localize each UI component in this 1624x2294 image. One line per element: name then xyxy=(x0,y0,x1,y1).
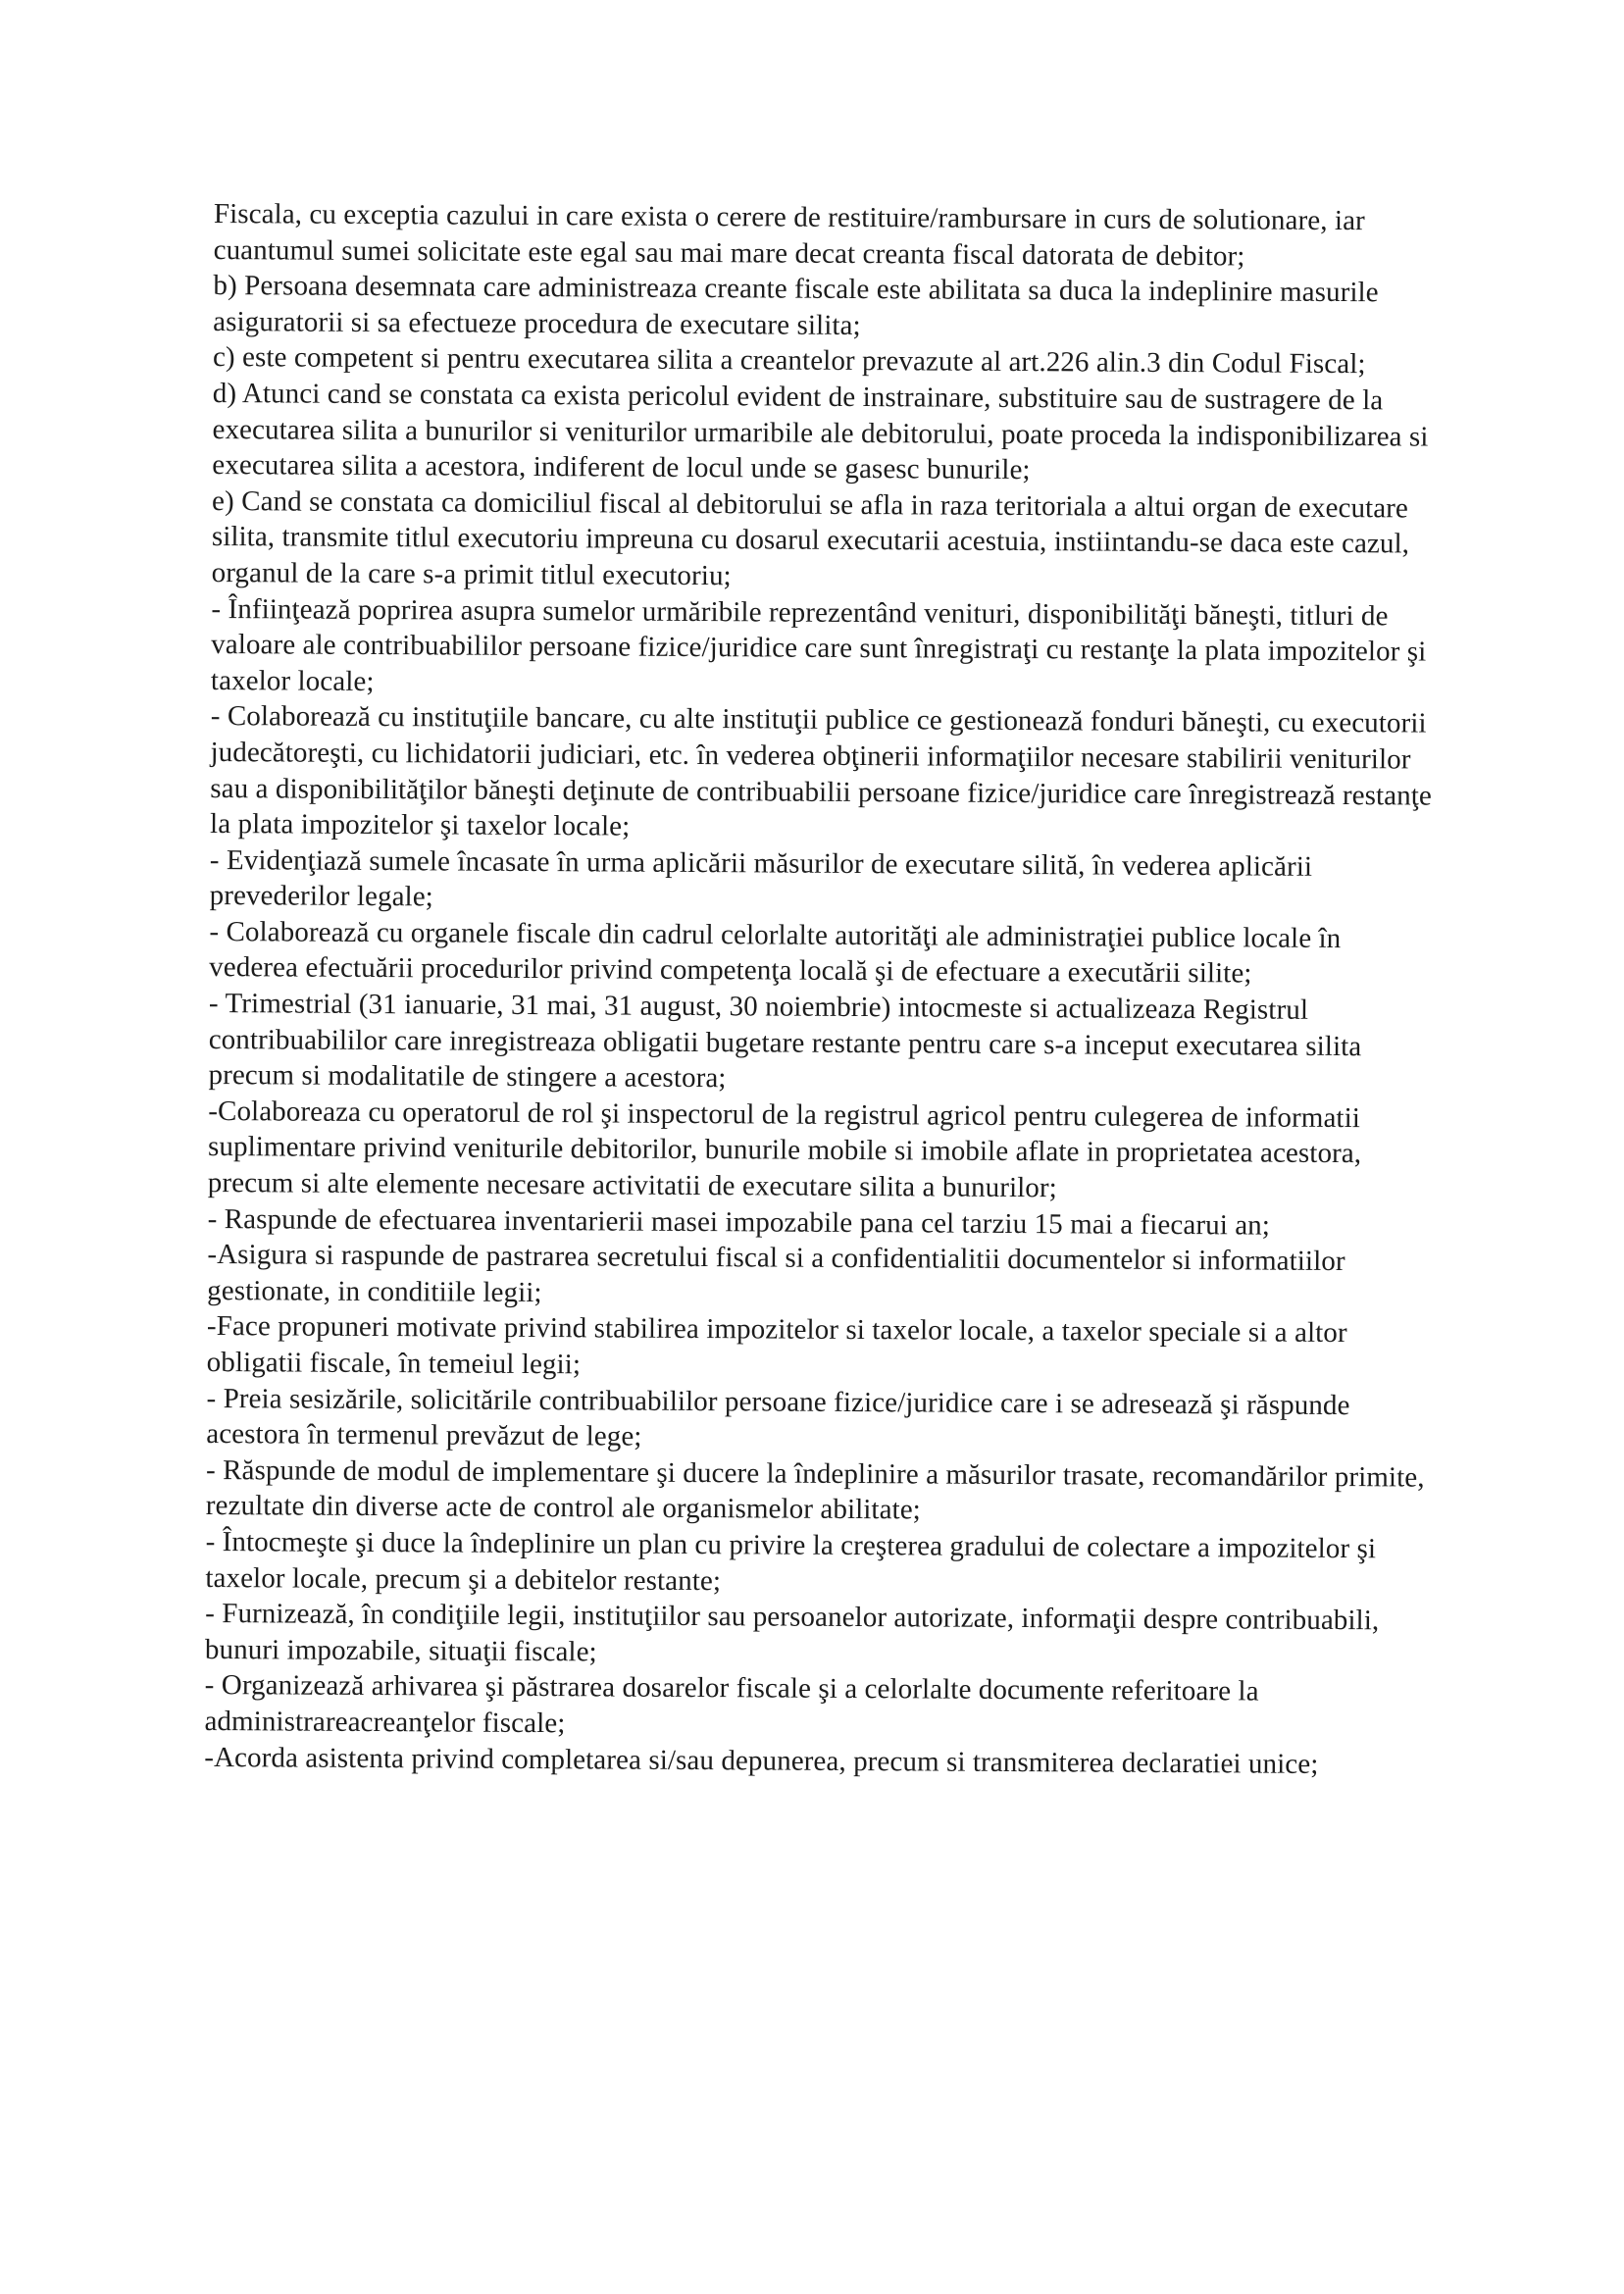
paragraph-evidentiaza-sume: - Evidenţiază sumele încasate în urma aplicării măsurilor de executare silită, în vederea aplicării prevederilor legale; xyxy=(209,843,1313,913)
paragraph-colaboreaza-organe-fiscale: - Colaborează cu organele fiscale din cadrul celorlalte autorităţi ale administraţiei publice locale în vederea efectuării procedurilor privind competenţa locală şi de efectuare a executării silite; xyxy=(209,915,1342,990)
paragraph-trimestrial-registru: - Trimestrial (31 ianuarie, 31 mai, 31 august, 30 noiembrie) intocmeste si actualizeaza Registrul contribuabililor care inregistreaza obligatii bugetare restante pentru care s-a inceput executarea silita precum si modalitatile de stingere a acestora; xyxy=(208,988,1362,1095)
document-body xyxy=(204,196,1440,1783)
paragraph-furnizeaza-informatii: - Furnizează, în condiţiile legii, instituţiilor sau persoanelor autorizate, informaţii despre contribuabili, bunuri impozabile, situaţii fiscale; xyxy=(204,1598,1380,1668)
paragraph-raspunde-inventariere: - Raspunde de efectuarea inventarierii masei impozabile pana cel tarziu 15 mai a fiecarui an; xyxy=(207,1202,1271,1242)
paragraph-raspunde-implementare: - Răspunde de modul de implementare şi ducere la îndeplinire a măsurilor trasate, recomandărilor primite, rezultate din diverse acte de control ale organismelor abilitate; xyxy=(205,1453,1425,1526)
paragraph-asigura-secret-fiscal: -Asigura si raspunde de pastrarea secretului fiscal si a confidentialitii documentelor si informatiilor gestionate, in conditiile legii; xyxy=(207,1239,1345,1308)
paragraph-colaboreaza-institutii-bancare: - Colaborează cu instituţiile bancare, cu alte instituţii publice ce gestionează fonduri băneşti, cu executorii judecătoreşti, cu lichidatorii judiciari, etc. în vederea obţinerii informaţiilor necesare stabilirii veniturilor sau a disponibilităţilor băneşti deţinute de contribuabilii persoane fizice/juridice care înregistrează restanţe la plata impozitelor şi taxelor locale; xyxy=(209,700,1433,842)
paragraph-b-persoana-desemnata: b) Persoana desemnata care administreaza creante fiscale este abilitata sa duca la indeplinire masurile asiguratorii si sa efectueze procedura de executare silita; xyxy=(213,270,1379,341)
paragraph-e-domiciliu-fiscal: e) Cand se constata ca domiciliul fiscal al debitorului se afla in raza teritoriala a altui organ de executare silita, transmite titlul executoriu impreuna cu dosarul executarii acestuia, instiintandu-se daca este cazul, organul de la care s-a primit titlul executoriu; xyxy=(211,484,1410,592)
paragraph-infiinteaza-poprirea: - Înfiinţează poprirea asupra sumelor urmăribile reprezentând venituri, disponibilităţi băneşti, titluri de valoare ale contribuabililor persoane fizice/juridice care sunt înregistraţi cu restanţe la plata impozitelor şi taxelor locale; xyxy=(210,592,1427,697)
paragraph-colaboreaza-operator-rol: -Colaboreaza cu operatorul de rol şi inspectorul de la registrul agricol pentru culegerea de informatii suplimentare privind veniturile debitorilor, bunurile mobile si imobile aflate in proprietatea acestora, precum si alte elemente necesare activitatii de executare silita a bunurilor; xyxy=(207,1095,1362,1204)
paragraph-acorda-asistenta: -Acorda asistenta privind completarea si/sau depunerea, precum si transmiterea declaratiei unice; xyxy=(204,1741,1319,1780)
paragraph-face-propuneri: -Face propuneri motivate privind stabilirea impozitelor si taxelor locale, a taxelor speciale si a altor obligatii fiscale, în temeiul legii; xyxy=(206,1310,1347,1381)
paragraph-fiscala-exceptia: Fiscala, cu exceptia cazului in care exista o cerere de restituire/rambursare in curs de solutionare, iar cuantumul sumei solicitate este egal sau mai mare decat creanta fiscal datorata de debitor; xyxy=(213,197,1365,273)
paragraph-preia-sesizari: - Preia sesizările, solicitările contribuabililor persoane fizice/juridice care i se adresează şi răspunde acestora în termenul prevăzut de lege; xyxy=(206,1382,1350,1453)
paragraph-c-competent: c) este competent si pentru executarea silita a creantelor prevazute al art.226 alin.3 din Codul Fiscal; xyxy=(212,341,1366,381)
paragraph-intocmeste-plan: - Întocmeşte şi duce la îndeplinire un plan cu privire la creşterea gradului de colectare a impozitelor şi taxelor locale, precum şi a debitelor restante; xyxy=(205,1525,1377,1597)
paragraph-d-pericol-instrainare: d) Atunci cand se constata ca exista pericolul evident de instrainare, substituire sau de sustragere de la executarea silita a bunurilor si veniturilor urmaribile ale debitorului, poate proceda la indisponibilizarea si executarea silita a acestora, indiferent de locul unde se gasesc bunurile; xyxy=(212,377,1429,486)
paragraph-organizeaza-arhivarea: - Organizează arhivarea şi păstrarea dosarelor fiscale şi a celorlalte documente referitoare la administrareacreanţelor fiscale; xyxy=(204,1669,1259,1740)
